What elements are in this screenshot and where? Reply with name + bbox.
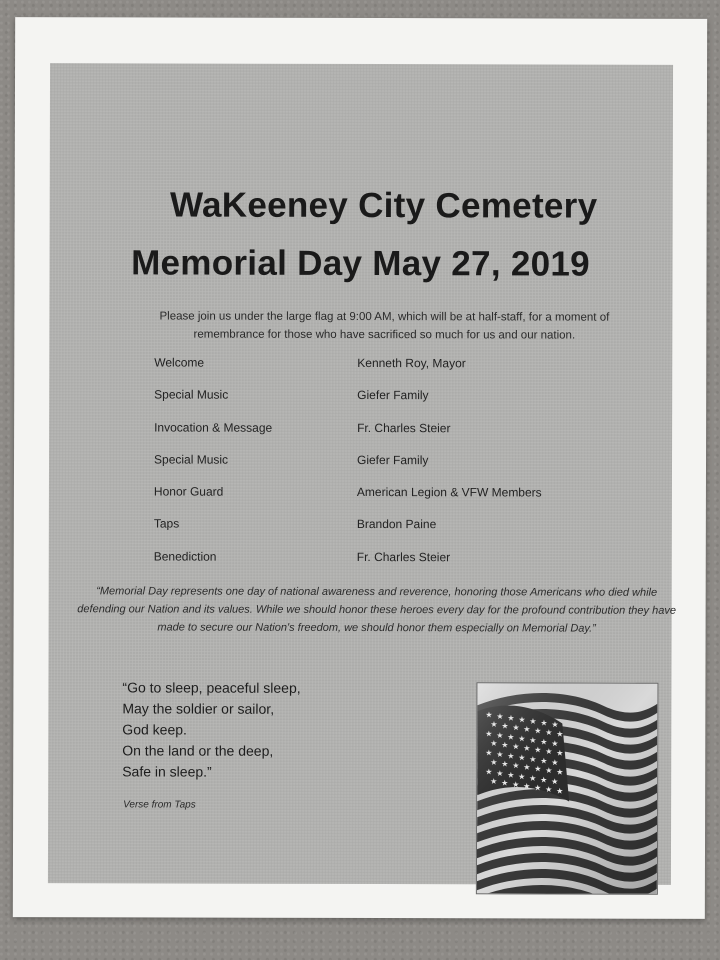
program-item: Benediction bbox=[153, 549, 217, 564]
program-item: Honor Guard bbox=[153, 484, 224, 499]
paper-sheet bbox=[13, 17, 707, 919]
program-person: Brandon Paine bbox=[356, 517, 437, 532]
program-person: Kenneth Roy, Mayor bbox=[357, 355, 466, 371]
poem-line: May the soldier or sailor, bbox=[122, 700, 275, 717]
intro-text: Please join us under the large flag at 9:00 AM, which will be at half-staff, for a moment of remembrance for those who have sacrificed so much for us and our nation. bbox=[159, 310, 610, 342]
poem-line: On the land or the deep, bbox=[122, 742, 274, 759]
poem bbox=[122, 677, 422, 783]
american-flag-icon bbox=[476, 682, 659, 894]
program-row bbox=[154, 355, 594, 388]
verse-source: Verse from Taps bbox=[123, 799, 196, 811]
program-item: Invocation & Message bbox=[154, 420, 273, 435]
program-row bbox=[154, 420, 594, 453]
program-item: Taps bbox=[153, 516, 180, 532]
program-list bbox=[154, 355, 595, 582]
program-person: Giefer Family bbox=[357, 388, 429, 403]
program-person: Giefer Family bbox=[357, 452, 429, 468]
program-row bbox=[154, 549, 594, 582]
program-row bbox=[154, 388, 594, 421]
program-person: American Legion & VFW Members bbox=[356, 485, 542, 500]
program-item: Special Music bbox=[154, 387, 229, 402]
program-person: Fr. Charles Steier bbox=[356, 549, 451, 565]
program-item: Welcome bbox=[154, 355, 205, 370]
title-line-1: WaKeeney City Cemetery bbox=[169, 185, 598, 226]
program-row bbox=[154, 517, 594, 550]
program-item: Special Music bbox=[154, 452, 229, 467]
poem-line: Safe in sleep.” bbox=[122, 763, 212, 780]
poem-line: “Go to sleep, peaceful sleep, bbox=[122, 679, 301, 696]
program-row bbox=[154, 485, 594, 518]
memorial-quote: “Memorial Day represents one day of national awareness and reverence, honoring those Americans who died while defending our Nation and its values. While we should honor these heroes every day for the profound contribution they have made to secure our Nation's freedom, we should honor them especially on Memorial Day.” bbox=[77, 585, 676, 635]
poem-line: God keep. bbox=[122, 721, 187, 738]
program-row bbox=[154, 452, 594, 485]
title-line-2: Memorial Day May 27, 2019 bbox=[131, 243, 591, 284]
program-person: Fr. Charles Steier bbox=[357, 420, 451, 435]
